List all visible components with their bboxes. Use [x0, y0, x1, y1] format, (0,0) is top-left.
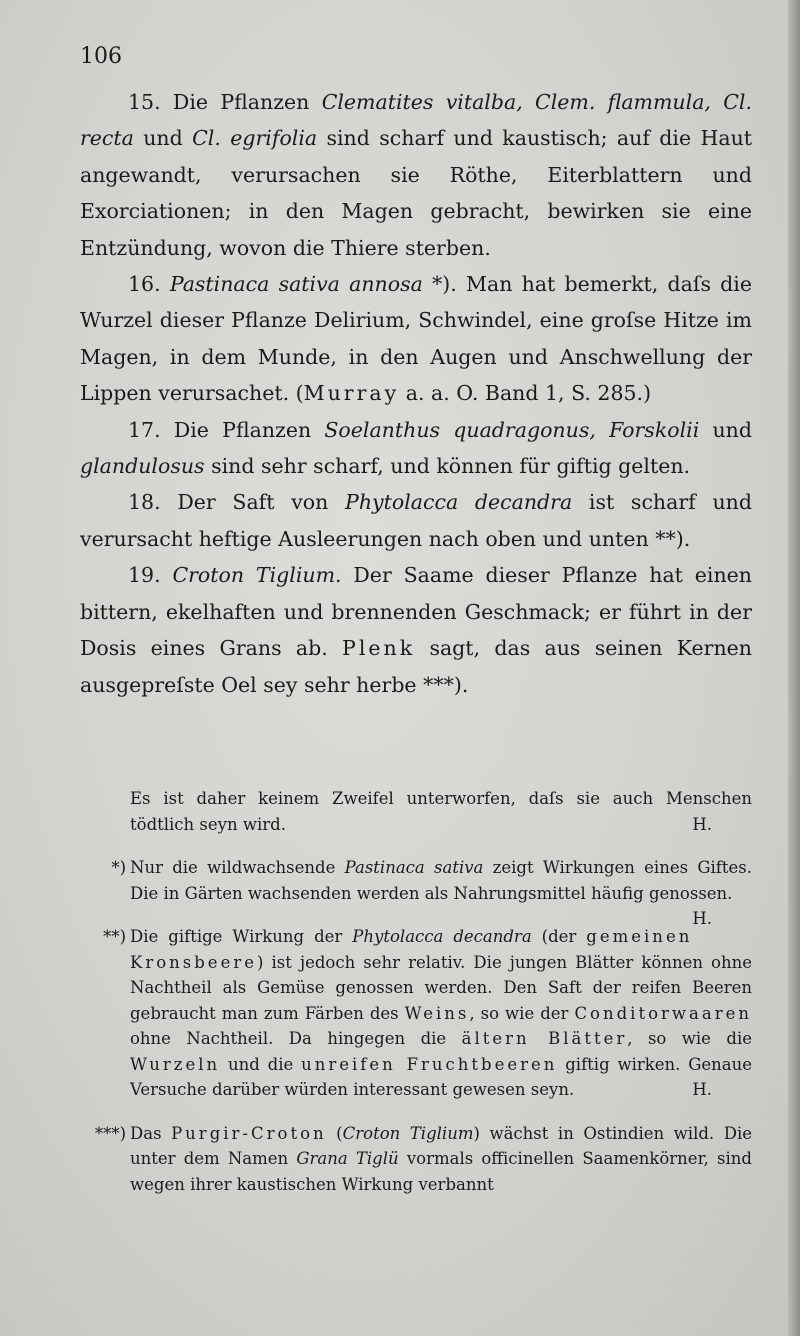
main-text: [80, 84, 752, 703]
footnote-2: **) Die giftige Wirkung der Phytolacca decandra (der gemeinen Kronsbeere) ist jedoch sehr relativ. Die jungen Blätter können ohne Nachtheil als Gemüse genossen werden. Den Saft der reifen Beeren gebraucht man zum Färben des Weins, so wie der Conditorwaaren ohne Nachtheil. Da hingegen die ältern Blätter, so wie die Wurzeln und die unreifen Fruchtbeeren giftig wirken. Genaue Versuche darüber würden interessant gewesen seyn. H.: [80, 924, 752, 1103]
paragraph-19: 19. Croton Tiglium. Der Saame dieser Pflanze hat einen bittern, ekelhaften und brennenden Geschmack; er führt in der Dosis eines Grans ab. Plenk sagt, das aus seinen Kernen ausgepreſste Oel sey sehr herbe ***).: [80, 563, 752, 697]
paragraph-18: 18. Der Saft von Phytolacca decandra ist scharf und verursacht heftige Ausleerungen nach oben und unten **).: [80, 490, 752, 551]
editor-note: Es ist daher keinem Zweifel unterworfen, daſs sie auch Menschen tödtlich seyn wird. H.: [80, 786, 752, 837]
page-number: 106: [80, 44, 122, 69]
note-signature: H.: [692, 1080, 712, 1099]
footnote-3: ***) Das Purgir-Croton (Croton Tiglium) wächst in Ostindien wild. Die unter dem Namen Grana Tiglü vormals officinellen Saamenkörner, sind wegen ihrer kaustischen Wirkung verbannt: [94, 1123, 752, 1194]
footnote-1: *) Nur die wildwachsende Pastinaca sativa zeigt Wirkungen eines Giftes. Die in Gärten wachsenden werden als Nahrungsmittel häufig genossen. H.: [80, 855, 752, 906]
page-edge: [788, 0, 800, 1336]
paragraph-17: 17. Die Pflanzen Soelanthus quadragonus, Forskolii und glandulosus sind sehr scharf, und können für giftig gelten.: [80, 417, 753, 479]
note-signature: H.: [692, 909, 712, 928]
note-signature: H.: [692, 814, 712, 834]
paragraph-16: 16. Pastinaca sativa annosa *). Man hat bemerkt, daſs die Wurzel dieser Pflanze Delirium, Schwindel, eine groſse Hitze im Magen, in dem Munde, in den Augen und Anschwellung der Lippen verursachet. (Murray a. a. O. Band 1, S. 285.): [80, 272, 752, 406]
paragraph-15: 15. Die Pflanzen Clematites vitalba, Clem. flammula, Cl. recta und Cl. egrifolia sind scharf und kaustisch; auf die Haut angewandt, verursachen sie Röthe, Eiterblattern und Exorciationen; in den Magen gebracht, bewirken sie eine Entzündung, wovon die Thiere sterben.: [80, 90, 753, 260]
footnotes: [80, 786, 752, 1215]
